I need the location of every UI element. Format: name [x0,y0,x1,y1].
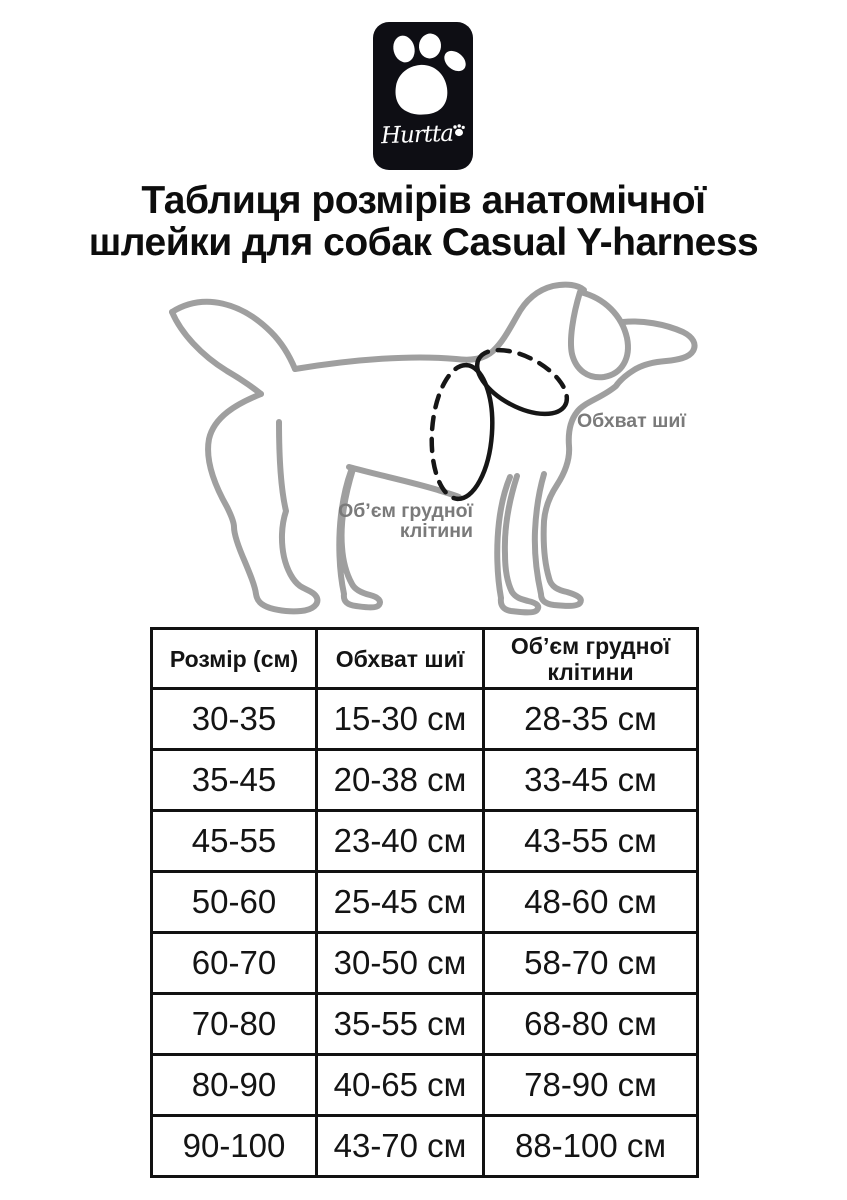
cell-size: 90-100 [152,1116,317,1177]
cell-size: 60-70 [152,933,317,994]
dog-back-and-head [295,285,584,369]
cell-chest: 58-70 см [484,933,698,994]
cell-neck: 30-50 см [317,933,484,994]
cell-chest: 43-55 см [484,811,698,872]
cell-chest: 78-90 см [484,1055,698,1116]
dog-outline-illustration [150,270,710,630]
cell-size: 80-90 [152,1055,317,1116]
neck-measure-label: Обхват шиї [577,410,686,432]
title-line-2: шлейки для собак Casual Y-harness [88,221,759,264]
table-row [152,811,698,872]
table-row [152,689,698,750]
dog-tail [172,302,295,369]
mini-paw-icon [452,124,466,137]
cell-chest: 88-100 см [484,1116,698,1177]
cell-chest: 68-80 см [484,994,698,1055]
cell-neck: 35-55 см [317,994,484,1055]
dog-hind-leg-near [208,394,317,611]
cell-size: 50-60 [152,872,317,933]
dog-hind-leg-far [339,469,380,607]
cell-chest: 28-35 см [484,689,698,750]
cell-size: 30-35 [152,689,317,750]
cell-neck: 43-70 см [317,1116,484,1177]
cell-chest: 33-45 см [484,750,698,811]
chest-measure-label-line1: Об’єм грудної [338,500,473,522]
dog-ear [571,292,628,377]
dog-measurement-diagram [150,270,710,630]
dog-muzzle-throat-front-leg [535,321,695,605]
cell-size: 45-55 [152,811,317,872]
header-chest: Об’єм грудної клітини [484,629,698,689]
cell-neck: 40-65 см [317,1055,484,1116]
cell-size: 70-80 [152,994,317,1055]
dog-tail-lower [172,312,261,394]
page-title [0,180,847,264]
table-row [152,1055,698,1116]
header-size: Розмір (см) [152,629,317,689]
table-row [152,750,698,811]
size-table [150,627,699,1178]
chest-measure-label-line2: клітини [399,520,473,542]
cell-chest: 48-60 см [484,872,698,933]
chest-girth-line-dashed [427,363,466,499]
header-neck: Обхват шиї [317,629,484,689]
cell-neck: 15-30 см [317,689,484,750]
table-row [152,994,698,1055]
table-row [152,1116,698,1177]
brand-name: Hurtta [380,120,454,150]
size-table-header-row [152,629,698,689]
hurtta-logo [373,22,473,170]
chest-girth-line-solid [457,365,496,501]
cell-neck: 23-40 см [317,811,484,872]
table-row [152,872,698,933]
cell-size: 35-45 [152,750,317,811]
title-line-1: Таблиця розмірів анатомічної [141,179,706,222]
table-row [152,933,698,994]
dog-belly [349,467,459,497]
cell-neck: 25-45 см [317,872,484,933]
cell-neck: 20-38 см [317,750,484,811]
